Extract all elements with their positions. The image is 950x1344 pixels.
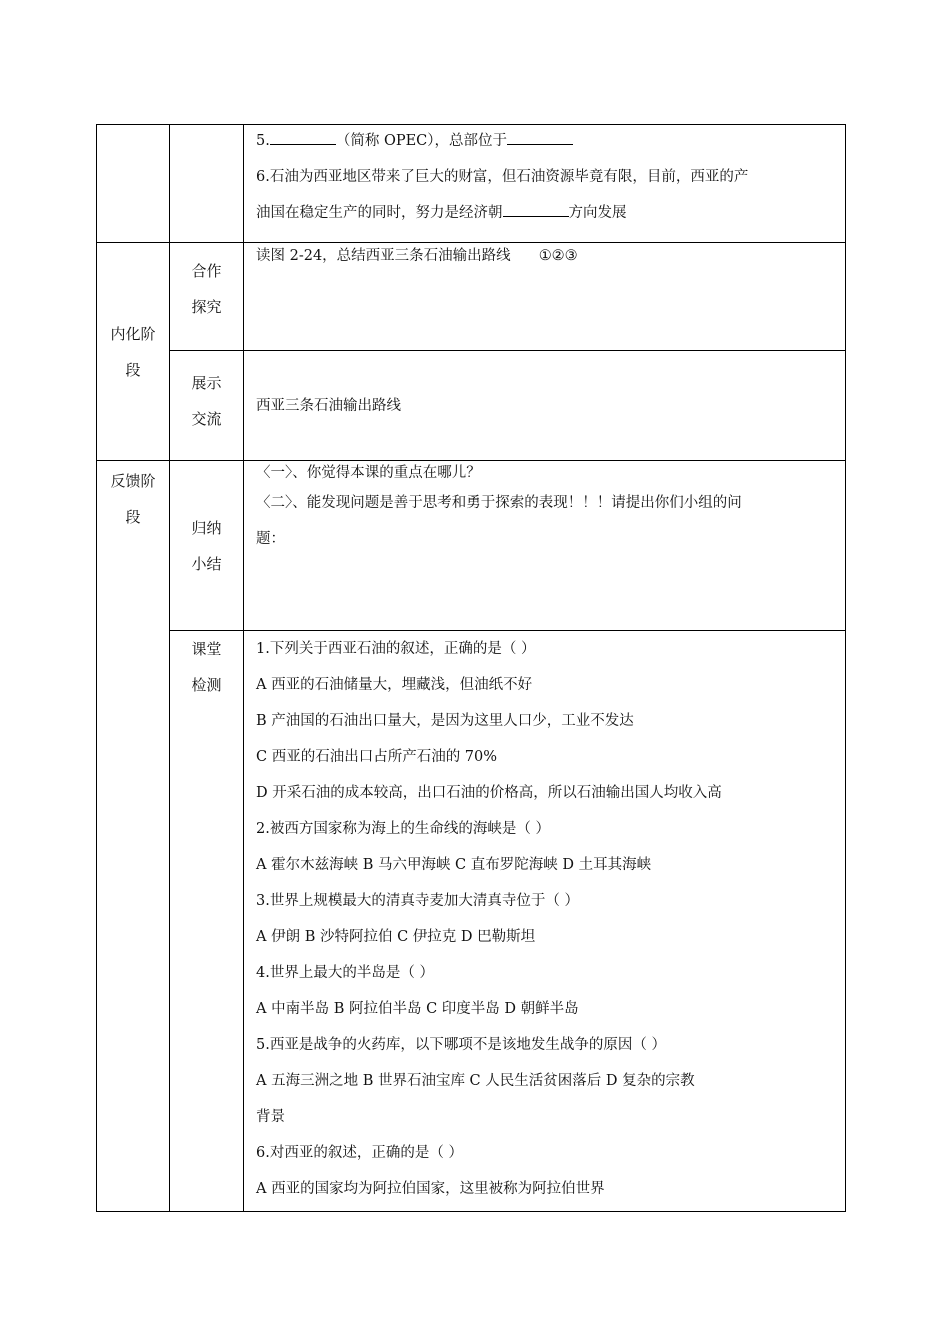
check-line: 3.世界上规模最大的清真寺麦加大清真寺位于（ ） (256, 893, 579, 909)
question-5 (256, 123, 839, 159)
sub-summary (170, 461, 244, 631)
table-row (97, 631, 846, 1212)
stage-feedback (97, 461, 170, 1212)
sub-check (170, 631, 244, 1212)
show-cell (244, 351, 846, 461)
q6-prefix: 油国在稳定生产的同时，努力是经济朝 (256, 205, 503, 221)
check-line: 5.西亚是战争的火药库，以下哪项不是该地发生战争的原因（ ） (256, 1037, 666, 1053)
check-line: 背景 (256, 1109, 285, 1125)
check-line: A 西亚的石油储量大，埋藏浅，但油纸不好 (256, 677, 533, 693)
stage-label: 反馈阶 (110, 472, 156, 490)
q6-suffix: 方向发展 (568, 205, 627, 221)
summary-cell (244, 461, 846, 631)
check-line: A 五海三洲之地 B 世界石油宝库 C 人民生活贫困落后 D 复杂的宗教 (256, 1073, 695, 1089)
q5-text: （简称 OPEC），总部位于 (335, 133, 508, 149)
answer-blank[interactable] (507, 130, 573, 145)
table-row (97, 243, 846, 351)
summary-question-2-cont: 题： (256, 531, 285, 547)
check-line: A 西亚的国家均为阿拉伯国家，这里被称为阿拉伯世界 (256, 1181, 605, 1197)
summary-question-2: 〈二〉、能发现问题是善于思考和勇于探索的表现！！！请提出你们小组的问 (256, 495, 742, 511)
check-line: A 霍尔木兹海峡 B 马六甲海峡 C 直布罗陀海峡 D 土耳其海峡 (256, 857, 652, 873)
sub-label: 交流 (191, 410, 222, 428)
question-6-line1: 6.石油为西亚地区带来了巨大的财富，但石油资源毕竟有限，目前，西亚的产 (256, 169, 749, 185)
check-line: C 西亚的石油出口占所产石油的 70% (256, 749, 498, 765)
route-markers: ①②③ (538, 248, 578, 264)
check-line: A 中南半岛 B 阿拉伯半岛 C 印度半岛 D 朝鲜半岛 (256, 1001, 579, 1017)
check-line: 6.对西亚的叙述，正确的是（ ） (256, 1145, 463, 1161)
table-row (97, 461, 846, 631)
table-row (97, 125, 846, 243)
check-line: A 伊朗 B 沙特阿拉伯 C 伊拉克 D 巴勒斯坦 (256, 929, 536, 945)
sub-label: 探究 (191, 298, 222, 316)
sub-label: 展示 (191, 374, 222, 392)
questions-cell (244, 125, 846, 243)
summary-question-1: 〈一〉、你觉得本课的重点在哪儿？ (256, 465, 481, 481)
sub-label: 合作 (191, 262, 222, 280)
stage-label: 内化阶 (110, 324, 156, 343)
check-line: 4.世界上最大的半岛是（ ） (256, 965, 434, 981)
stage-label: 段 (125, 360, 141, 379)
cooperate-cell (244, 243, 846, 351)
answer-blank[interactable] (503, 202, 569, 217)
question-6-line2 (256, 195, 839, 231)
q5-prefix: 5. (256, 133, 270, 149)
sub-cooperate (170, 243, 244, 351)
sub-label: 检测 (191, 676, 222, 694)
check-line: 2.被西方国家称为海上的生命线的海峡是（ ） (256, 821, 550, 837)
check-line: 1.下列关于西亚石油的叙述，正确的是（ ） (256, 641, 536, 657)
table-row (97, 351, 846, 461)
answer-blank[interactable] (270, 130, 336, 145)
sub-show (170, 351, 244, 461)
check-line: B 产油国的石油出口量大，是因为这里人口少，工业不发达 (256, 713, 634, 729)
stage-cell-empty (97, 125, 170, 243)
check-line: D 开采石油的成本较高，出口石油的价格高，所以石油输出国人均收入高 (256, 785, 722, 801)
sub-cell-empty (170, 125, 244, 243)
cooperate-task (256, 243, 839, 267)
sub-label: 小结 (191, 554, 222, 573)
stage-label: 段 (125, 508, 141, 526)
sub-label: 归纳 (191, 518, 222, 537)
sub-label: 课堂 (191, 640, 222, 658)
lesson-table (96, 124, 846, 1212)
show-text: 西亚三条石油输出路线 (256, 397, 401, 414)
cooperate-text: 读图 2-24，总结西亚三条石油输出路线 (256, 248, 511, 264)
check-cell (244, 631, 846, 1212)
stage-internalize (97, 243, 170, 461)
